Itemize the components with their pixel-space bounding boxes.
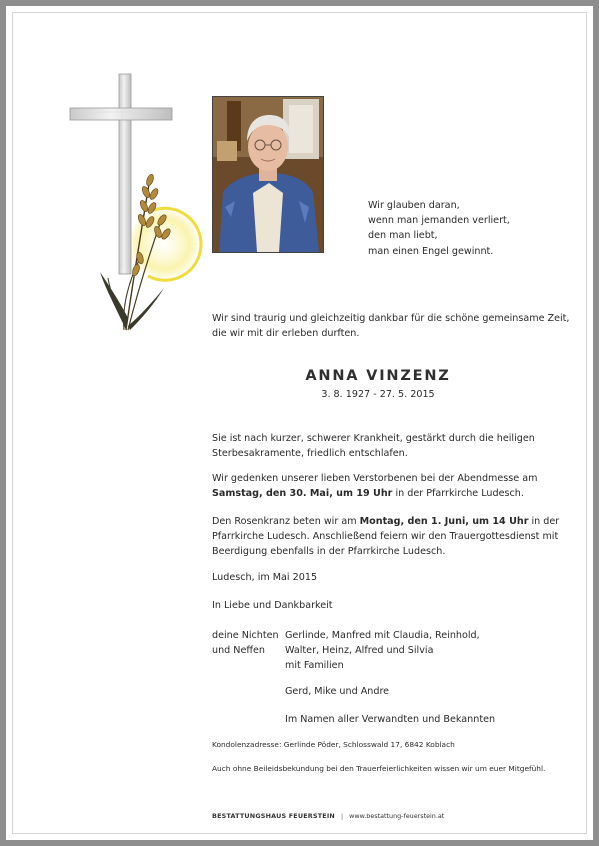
cross-wheat-sun-icon xyxy=(62,68,212,338)
intro-line: Wir sind traurig und gleichzeitig dankbar für die schöne gemeinsame Zeit, xyxy=(212,313,570,324)
family-name-line: mit Familien xyxy=(285,660,344,672)
family-group-relatives: Im Namen aller Verwandten und Bekannten xyxy=(285,714,496,725)
death-notice-paragraph xyxy=(212,431,535,461)
poem-line: man einen Engel gewinnt. xyxy=(368,245,494,257)
paragraph-line: Wir gedenken unserer lieben Verstorbenen bei der Abendmesse am xyxy=(212,473,538,484)
intro-line: die wir mit dir erleben durften. xyxy=(212,328,360,340)
poem-line: den man liebt, xyxy=(368,230,438,242)
deceased-dates: 3. 8. 1927 - 27. 5. 2015 xyxy=(321,389,435,400)
sympathy-note: Auch ohne Beileidsbekundung bei den Trauerfeierlichkeiten wissen wir um euer Mitgefühl. xyxy=(212,764,546,773)
family-name-line: Gerlinde, Manfred mit Claudia, Reinhold, xyxy=(285,630,480,641)
paragraph-line: Beerdigung ebenfalls in der Pfarrkirche Ludesch. xyxy=(212,546,446,558)
funeral-home-website[interactable]: www.bestattung-feuerstein.at xyxy=(349,812,445,820)
family-name-line: Walter, Heinz, Alfred und Silvia xyxy=(285,645,434,657)
mass-date-bold: Samstag, den 30. Mai, um 19 Uhr xyxy=(212,488,393,500)
family-group-second: Gerd, Mike und Andre xyxy=(285,686,390,697)
paragraph-line xyxy=(212,514,559,529)
rosary-post: in der xyxy=(528,516,560,527)
poem xyxy=(368,198,510,259)
paragraph-line xyxy=(212,486,537,501)
portrait-photo xyxy=(212,96,324,253)
family-label-line: und Neffen xyxy=(212,645,265,657)
deceased-name: ANNA VINZENZ xyxy=(305,368,451,384)
cross-illustration xyxy=(62,68,212,338)
place-date: Ludesch, im Mai 2015 xyxy=(212,572,318,583)
funeral-home-name: BESTATTUNGSHAUS FEUERSTEIN xyxy=(212,812,335,820)
family-label xyxy=(212,628,279,658)
condolence-address: Kondolenzadresse: Gerlinde Pöder, Schlosswald 17, 6842 Koblach xyxy=(212,740,455,749)
paragraph-line: Pfarrkirche Ludesch. Anschließend feiern wir den Trauergottesdienst mit xyxy=(212,531,559,543)
family-group-nephews xyxy=(285,628,480,674)
intro-text xyxy=(212,311,570,341)
rosary-paragraph xyxy=(212,514,559,560)
footer xyxy=(212,812,444,820)
family-label-line: deine Nichten xyxy=(212,630,279,641)
rosary-date-bold: Montag, den 1. Juni, um 14 Uhr xyxy=(359,516,529,527)
mass-location: in der Pfarrkirche Ludesch. xyxy=(392,488,524,500)
paragraph-line: Sterbesakramente, friedlich entschlafen. xyxy=(212,448,408,460)
evening-mass-paragraph xyxy=(212,471,537,501)
paragraph-line: Sie ist nach kurzer, schwerer Krankheit, gestärkt durch die heiligen xyxy=(212,433,535,444)
rosary-pre: Den Rosenkranz beten wir am xyxy=(212,516,360,527)
poem-line: Wir glauben daran, xyxy=(368,200,460,211)
footer-separator: | xyxy=(340,812,344,820)
closing-line: In Liebe und Dankbarkeit xyxy=(212,600,333,611)
poem-line: wenn man jemanden verliert, xyxy=(368,215,510,227)
portrait-image-icon xyxy=(213,97,323,252)
